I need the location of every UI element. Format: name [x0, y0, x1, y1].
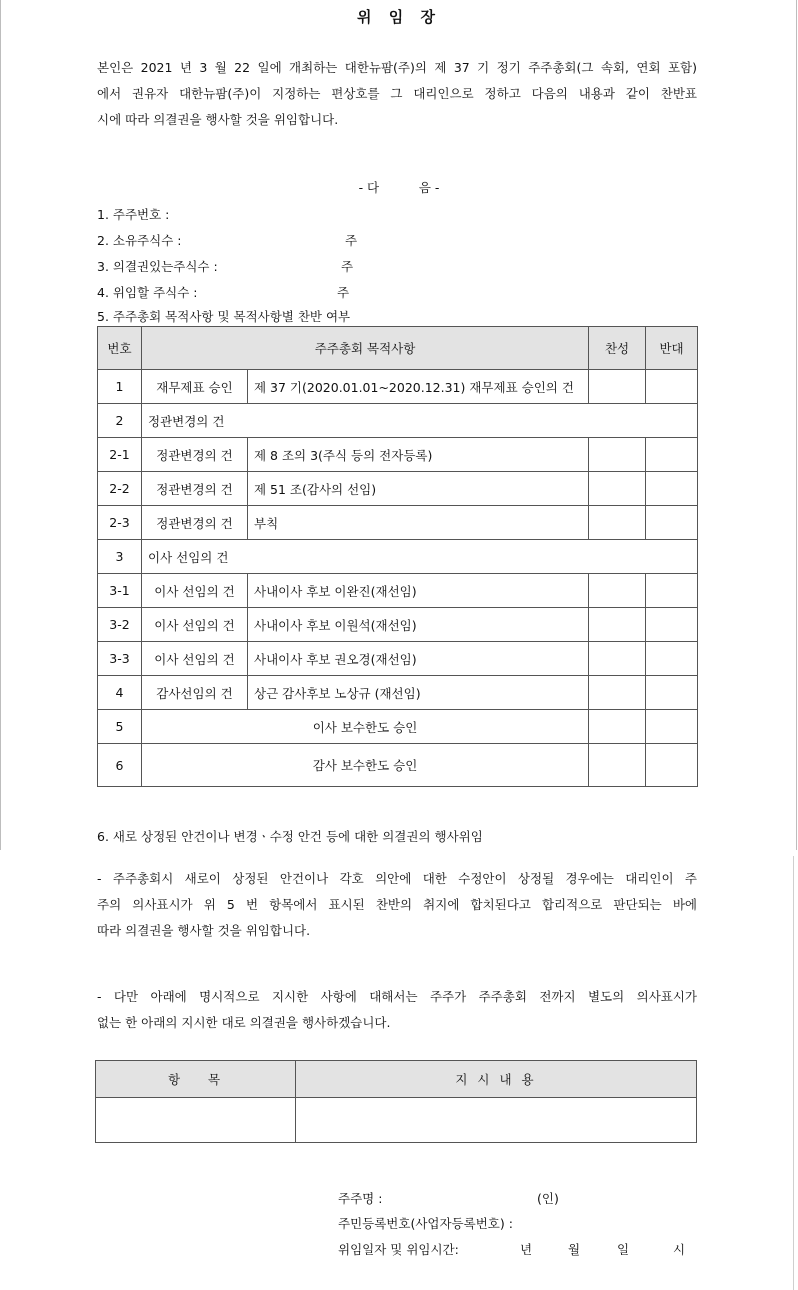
- page-border-left: [0, 0, 1, 850]
- row-detail: 부칙: [248, 506, 589, 540]
- date-year: 년: [520, 1242, 533, 1257]
- vote-for-cell[interactable]: [589, 608, 646, 642]
- row-detail: 사내이사 후보 이완진(재선임): [248, 574, 589, 608]
- table-row: [98, 540, 698, 574]
- row-detail: 상근 감사후보 노상규 (재선임): [248, 676, 589, 710]
- paragraph-line: 주의 의사표시가 위 5 번 항목에서 표시된 찬반의 취지에 합치된다고 합리적으로 판단되는 바에: [97, 897, 697, 912]
- page-border-right: [796, 0, 797, 850]
- row-no: 3: [98, 540, 142, 574]
- intro-paragraph: [97, 55, 697, 133]
- vote-against-cell[interactable]: [646, 370, 698, 404]
- row-category: 정관변경의 건: [142, 472, 248, 506]
- agenda-section-label: 5. 주주총회 목적사항 및 목적사항별 찬반 여부: [97, 309, 351, 324]
- row-title: 이사 보수한도 승인: [142, 710, 589, 744]
- row-title: 정관변경의 건: [142, 404, 698, 438]
- header-no: 번호: [98, 327, 142, 370]
- delegation-date-label: 위임일자 및 위임시간:: [338, 1242, 459, 1257]
- instruction-header-item: 항 목: [96, 1061, 296, 1098]
- vote-for-cell[interactable]: [589, 506, 646, 540]
- date-hour: 시: [673, 1242, 686, 1257]
- vote-against-cell[interactable]: [646, 642, 698, 676]
- vote-for-cell[interactable]: [589, 574, 646, 608]
- vote-against-cell[interactable]: [646, 438, 698, 472]
- row-category: 감사선임의 건: [142, 676, 248, 710]
- document-title: 위 임 장: [357, 8, 441, 26]
- table-row: [98, 404, 698, 438]
- seal-mark: (인): [537, 1191, 559, 1206]
- table-row: [98, 608, 698, 642]
- row-no: 1: [98, 370, 142, 404]
- table-row: [98, 370, 698, 404]
- vote-for-cell[interactable]: [589, 642, 646, 676]
- table-header-row: [98, 327, 698, 370]
- row-category: 정관변경의 건: [142, 438, 248, 472]
- row-detail: 사내이사 후보 이원석(재선임): [248, 608, 589, 642]
- row-no: 2-1: [98, 438, 142, 472]
- header-for: 찬성: [589, 327, 646, 370]
- instruction-paragraph: [97, 984, 697, 1036]
- row-no: 3-3: [98, 642, 142, 676]
- table-row: [98, 472, 698, 506]
- table-row: [98, 438, 698, 472]
- intro-line: 에서 권유자 대한뉴팜(주)이 지정하는 편상호를 그 대리인으로 정하고 다음의 내용과 같이 찬반표: [97, 86, 697, 101]
- instruction-table: [95, 1060, 697, 1143]
- delegation-paragraph: [97, 866, 697, 944]
- row-no: 3-2: [98, 608, 142, 642]
- instruction-row: [96, 1098, 697, 1143]
- paragraph-line: - 다만 아래에 명시적으로 지시한 사항에 대해서는 주주가 주주총회 전까지 별도의 의사표시가: [97, 989, 697, 1004]
- delegated-shares-label: 4. 위임할 주식수 :: [97, 285, 198, 300]
- row-category: 정관변경의 건: [142, 506, 248, 540]
- table-row: [98, 574, 698, 608]
- owned-shares-label: 2. 소유주식수 :: [97, 233, 182, 248]
- table-row: [98, 744, 698, 787]
- instruction-content-cell[interactable]: [296, 1098, 697, 1143]
- section-heading: - 다 음 -: [358, 180, 440, 195]
- row-category: 이사 선임의 건: [142, 574, 248, 608]
- instruction-item-cell[interactable]: [96, 1098, 296, 1143]
- row-no: 2: [98, 404, 142, 438]
- paragraph-line: - 주주총회시 새로이 상정된 안건이나 각호 의안에 대한 수정안이 상정될 경우에는 대리인이 주: [97, 871, 697, 886]
- row-detail: 제 37 기(2020.01.01~2020.12.31) 재무제표 승인의 건: [248, 370, 589, 404]
- voting-shares-unit: 주: [341, 259, 354, 274]
- registration-number-label: 주민등록번호(사업자등록번호) :: [338, 1216, 513, 1231]
- row-no: 6: [98, 744, 142, 787]
- vote-for-cell[interactable]: [589, 370, 646, 404]
- intro-line: 본인은 2021 년 3 월 22 일에 개최하는 대한뉴팜(주)의 제 37 기 정기 주주총회(그 속회, 연회 포함): [97, 60, 697, 75]
- voting-shares-label: 3. 의결권있는주식수 :: [97, 259, 218, 274]
- row-detail: 제 8 조의 3(주식 등의 전자등록): [248, 438, 589, 472]
- table-row: [98, 506, 698, 540]
- vote-against-cell[interactable]: [646, 608, 698, 642]
- row-no: 5: [98, 710, 142, 744]
- instruction-header-content: 지 시 내 용: [296, 1061, 697, 1098]
- vote-against-cell[interactable]: [646, 676, 698, 710]
- table-row: [98, 642, 698, 676]
- row-no: 3-1: [98, 574, 142, 608]
- new-agenda-section-label: 6. 새로 상정된 안건이나 변경ㆍ수정 안건 등에 대한 의결권의 행사위임: [97, 829, 483, 844]
- instruction-header-row: [96, 1061, 697, 1098]
- vote-for-cell[interactable]: [589, 676, 646, 710]
- vote-against-cell[interactable]: [646, 472, 698, 506]
- delegated-shares-unit: 주: [337, 285, 350, 300]
- row-category: 이사 선임의 건: [142, 608, 248, 642]
- date-month: 월: [568, 1242, 581, 1257]
- table-row: [98, 676, 698, 710]
- row-no: 4: [98, 676, 142, 710]
- header-agenda: 주주총회 목적사항: [142, 327, 589, 370]
- row-category: 이사 선임의 건: [142, 642, 248, 676]
- vote-against-cell[interactable]: [646, 506, 698, 540]
- shareholder-number-label: 1. 주주번호 :: [97, 207, 170, 222]
- row-title: 감사 보수한도 승인: [142, 744, 589, 787]
- vote-against-cell[interactable]: [646, 574, 698, 608]
- page-border-right-lower: [793, 856, 794, 1290]
- header-against: 반대: [646, 327, 698, 370]
- owned-shares-unit: 주: [345, 233, 358, 248]
- vote-for-cell[interactable]: [589, 710, 646, 744]
- vote-for-cell[interactable]: [589, 472, 646, 506]
- vote-for-cell[interactable]: [589, 438, 646, 472]
- paragraph-line: 없는 한 아래의 지시한 대로 의결권을 행사하겠습니다.: [97, 1015, 391, 1030]
- vote-for-cell[interactable]: [589, 744, 646, 787]
- table-row: [98, 710, 698, 744]
- vote-against-cell[interactable]: [646, 744, 698, 787]
- vote-against-cell[interactable]: [646, 710, 698, 744]
- row-detail: 제 51 조(감사의 선임): [248, 472, 589, 506]
- date-day: 일: [617, 1242, 630, 1257]
- row-no: 2-2: [98, 472, 142, 506]
- row-no: 2-3: [98, 506, 142, 540]
- row-detail: 사내이사 후보 권오경(재선임): [248, 642, 589, 676]
- shareholder-name-label: 주주명 :: [338, 1191, 383, 1206]
- intro-line: 시에 따라 의결권을 행사할 것을 위임합니다.: [97, 112, 339, 127]
- row-title: 이사 선임의 건: [142, 540, 698, 574]
- row-category: 재무제표 승인: [142, 370, 248, 404]
- agenda-vote-table: [97, 326, 698, 787]
- paragraph-line: 따라 의결권을 행사할 것을 위임합니다.: [97, 923, 311, 938]
